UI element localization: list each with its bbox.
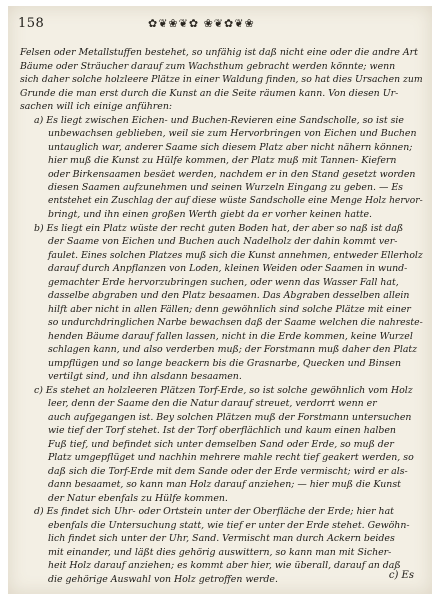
header-ornament: ✿❦❀❦✿ ❀❦✿❦❀ <box>148 17 255 30</box>
text-line: Bäume oder Sträucher darauf zum Wachsthum gebracht werden könnte; wenn <box>20 60 396 72</box>
text-line: dasselbe abgraben und den Platz besaamen. Das Abgraben desselben allein <box>48 290 410 301</box>
text-line: oder Birkensaamen besäet werden, nachdem er in den Stand gesetzt worden <box>48 168 416 180</box>
text-line: entstehet ein Zuschlag der auf diese wüste Sandscholle eine Menge Holz hervor- <box>48 195 423 206</box>
text-line: umpflügen und so lange beackern bis die Grasnarbe, Quecken und Binsen <box>48 357 402 369</box>
text-line: die gehörige Auswahl von Holz getroffen werde. <box>48 573 278 585</box>
text-line: mit einander, und läßt dies gehörig auswittern, so kann man mit Sicher- <box>48 546 392 558</box>
text-line: auch aufgegangen ist. Bey solchen Plätzen muß der Forstmann untersuchen <box>48 411 412 423</box>
text-line: b) Es liegt ein Platz wüste der recht guten Boden hat, der aber so naß ist daß <box>34 222 404 234</box>
text-line: unbewachsen geblieben, weil sie zum Hervorbringen von Eichen und Buchen <box>48 128 417 139</box>
text-line: schlagen kann, und also verderben muß; der Forstmann muß daher den Platz <box>48 344 418 355</box>
text-line: faulet. Eines solchen Platzes muß sich die Kunst annehmen, entweder Ellerholz <box>48 249 423 261</box>
text-line: sachen will ich einige anführen: <box>20 101 173 112</box>
text-line: Fuß tief, und befindet sich unter demselben Sand oder Erde, so muß der <box>48 438 394 450</box>
text-line: diesen Saamen aufzunehmen und seinen Wurzeln Eingang zu geben. — Es <box>48 182 403 193</box>
page-header <box>8 16 432 36</box>
text-line: a) Es liegt zwischen Eichen- und Buchen-Revieren eine Sandscholle, so ist sie <box>34 114 404 126</box>
text-line: untauglich war, anderer Saame sich diesem Platz aber nicht nähern können; <box>48 141 413 153</box>
text-line: sich daher solche holzleere Plätze in einer Waldung finden, so hat dies Ursachen zum <box>20 74 423 85</box>
body-text <box>20 46 422 586</box>
text-line: leer, denn der Saame den die Natur darauf streuet, verdorrt wenn er <box>48 398 377 409</box>
text-line: Grunde die man erst durch die Kunst an die Seite räumen kann. Von diesen Ur- <box>20 87 399 99</box>
text-line: lich findet sich unter der Uhr, Sand. Vermischt man durch Ackern beides <box>48 533 395 544</box>
text-line: c) Es stehet an holzleeren Plätzen Torf-Erde, so ist solche gewöhnlich vom Holz <box>34 384 413 396</box>
text-line: hilft aber nicht in allen Fällen; denn gewöhnlich sind solche Plätze mit einer <box>48 303 411 315</box>
text-line: bringt, und ihn einen großen Werth giebt da er vorher keinen hatte. <box>48 209 373 220</box>
text-line: henden Bäume darauf fallen lassen, nicht in die Erde kommen, keine Wurzel <box>48 330 413 342</box>
text-line: Felsen oder Metallstuffen bestehet, so unfähig ist daß nicht eine oder die andre Art <box>20 47 418 58</box>
text-line: d) Es findet sich Uhr- oder Ortstein unter der Oberfläche der Erde; hier hat <box>34 506 394 517</box>
text-line: daß sich die Torf-Erde mit dem Sande oder der Erde vermischt; wird er als- <box>48 465 408 477</box>
text-line: Platz umgepflüget und nachhin mehrere mahle recht tief geakert werden, so <box>48 452 414 463</box>
text-line: der Saame von Eichen und Buchen auch Nadelholz der dahin kommt ver- <box>48 236 398 247</box>
text-line: heit Holz darauf anziehen; es kommt aber hier, wie überall, darauf an daß <box>48 560 401 571</box>
text-line: dann besaamet, so kann man Holz darauf anziehen; — hier muß die Kunst <box>48 479 401 490</box>
book-page <box>8 6 432 594</box>
text-line: so undurchdringlichen Narbe bewachsen daß der Saame welchen die nahreste- <box>48 317 423 328</box>
catchword: c) Es <box>388 570 414 581</box>
text-line: ebenfals die Untersuchung statt, wie tief er unter der Erde stehet. Gewöhn- <box>48 519 410 531</box>
text-line: vertilgt sind, und ihn alsdann besaamen. <box>48 371 242 382</box>
text-line: hier muß die Kunst zu Hülfe kommen, der Platz muß mit Tannen- Kiefern <box>48 155 397 166</box>
text-line: darauf durch Anpflanzen von Loden, kleinen Weiden oder Saamen in wund- <box>48 263 408 274</box>
page-number: 158 <box>18 16 45 31</box>
text-line: wie tief der Torf stehet. Ist der Torf oberflächlich und kaum einen halben <box>48 425 396 436</box>
text-line: gemachter Erde hervorzubringen suchen, oder wenn das Wasser Fall hat, <box>48 276 399 288</box>
text-line: der Natur ebenfals zu Hülfe kommen. <box>48 492 228 504</box>
